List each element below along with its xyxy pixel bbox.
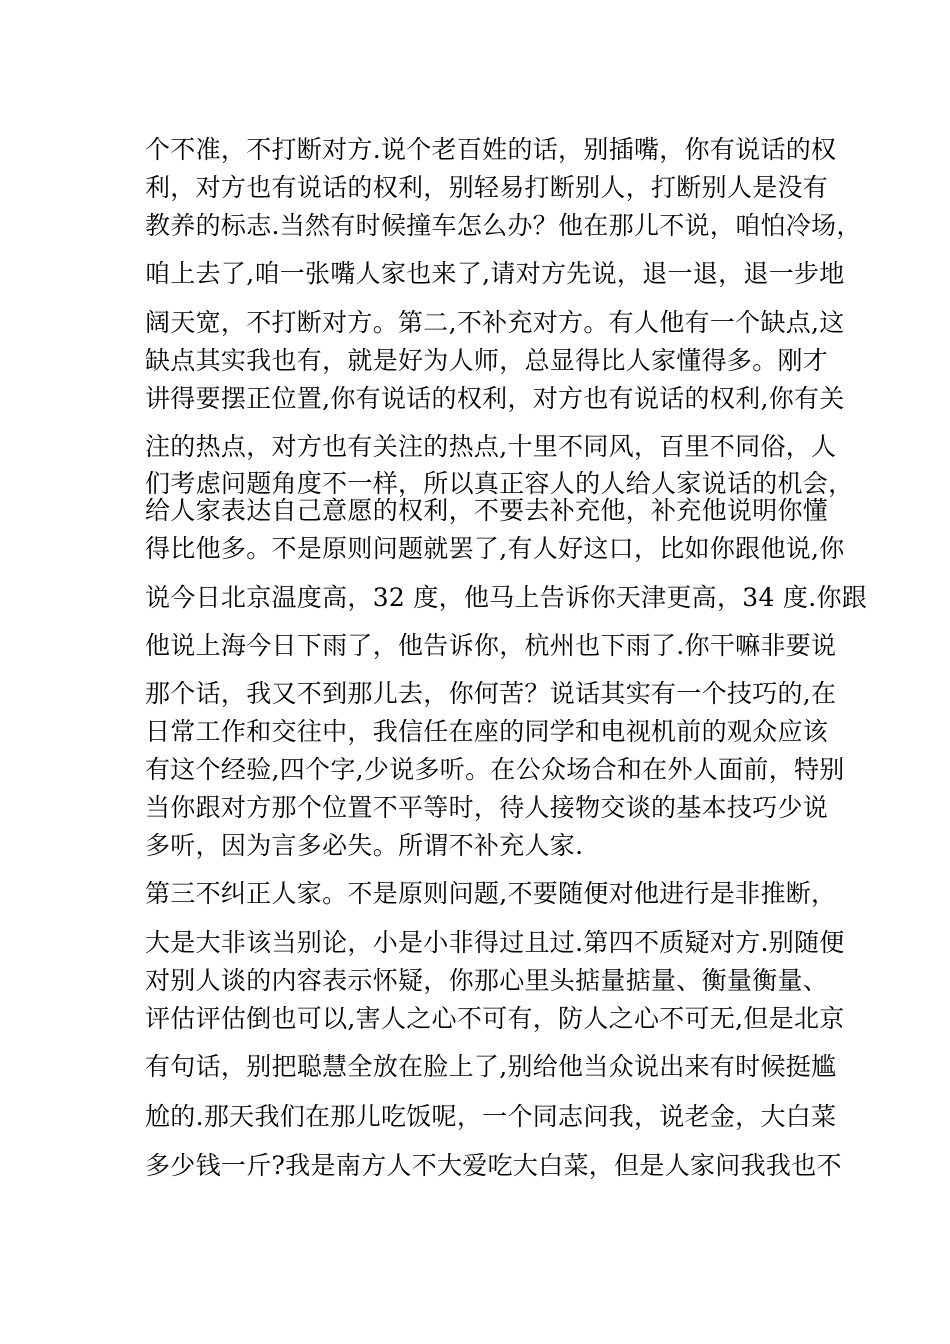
text-line: 那个话，我又不到那儿去，你何苦？说话其实有一个技巧的,在 <box>145 679 837 708</box>
text-line: 阔天宽，不打断对方。第二,不补充对方。有人他有一个缺点,这 <box>145 308 845 337</box>
text-line: 得比他多。不是原则问题就罢了,有人好这口，比如你跟他说,你 <box>145 534 845 563</box>
text-line: 缺点其实我也有，就是好为人师，总显得比人家懂得多。刚才 <box>145 346 829 375</box>
text-line: 评估评估倒也可以,害人之心不可有，防人之心不可无,但是北京 <box>145 1004 845 1033</box>
text-line: 当你跟对方那个位置不平等时，待人接物交谈的基本技巧少说 <box>145 793 829 822</box>
text-line: 咱上去了,咱一张嘴人家也来了,请对方先说，退一退，退一步地 <box>145 259 845 288</box>
text-line: 对别人谈的内容表示怀疑，你那心里头掂量掂量、衡量衡量、 <box>145 966 829 995</box>
text-line: 讲得要摆正位置,你有说话的权利，对方也有说话的权利,你有关 <box>145 384 845 413</box>
text-line: 们考虑问题角度不一样，所以真正容人的人给人家说话的机会， <box>145 469 854 498</box>
text-line: 多少钱一斤?我是南方人不大爱吃大白菜，但是人家问我我也不 <box>145 1151 842 1180</box>
text-line: 多听，因为言多必失。所谓不补充人家. <box>145 831 584 860</box>
text-line: 教养的标志.当然有时候撞车怎么办？他在那儿不说，咱怕冷场， <box>145 211 862 240</box>
text-line: 尬的.那天我们在那儿吃饭呢，一个同志问我，说老金，大白菜 <box>145 1102 837 1131</box>
text-line: 他说上海今日下雨了，他告诉你，杭州也下雨了.你干嘛非要说 <box>145 631 837 660</box>
text-line: 说今日北京温度高，32 度，他马上告诉你天津更高，34 度.你跟 <box>145 583 868 612</box>
text-line: 日常工作和交往中，我信任在座的同学和电视机前的观众应该 <box>145 717 829 746</box>
text-line: 有句话，别把聪慧全放在脸上了,别给他当众说出来有时候挺尴 <box>145 1052 837 1081</box>
text-line: 第三不纠正人家。不是原则问题,不要随便对他进行是非推断， <box>145 879 837 908</box>
text-line: 个不准，不打断对方.说个老百姓的话，别插嘴，你有说话的权 <box>145 135 837 164</box>
text-line: 大是大非该当别论，小是小非得过且过.第四不质疑对方.别随便 <box>145 928 845 957</box>
text-line: 有这个经验,四个字,少说多听。在公众场合和在外人面前，特别 <box>145 755 845 784</box>
text-line: 给人家表达自己意愿的权利，不要去补充他，补充他说明你懂 <box>145 496 829 525</box>
text-line: 注的热点，对方也有关注的热点,十里不同风，百里不同俗，人 <box>145 432 837 461</box>
text-line: 利，对方也有说话的权利，别轻易打断别人，打断别人是没有 <box>145 173 829 202</box>
